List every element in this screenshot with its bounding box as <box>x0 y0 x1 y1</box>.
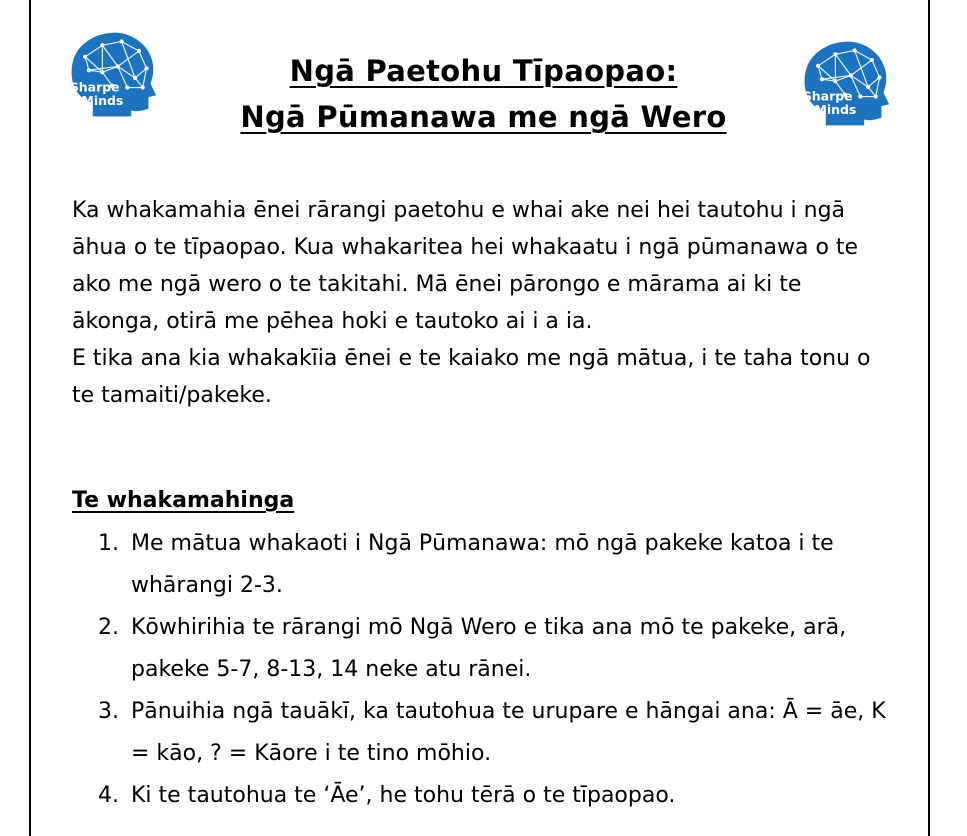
list-item <box>96 775 886 817</box>
step-number: 2. <box>98 615 119 640</box>
page-title-line1: Ngā Paetohu Tīpaopao: <box>289 54 678 88</box>
list-item <box>96 523 886 607</box>
page-title-line2: Ngā Pūmanawa me ngā Wero <box>240 100 727 134</box>
usage-heading: Te whakamahinga <box>72 488 295 513</box>
step-text: Ki te tautohua te ‘Āe’, he tohu tērā o te tīpaopao. <box>131 783 676 808</box>
logo-text-line1: Sharpe <box>802 88 853 104</box>
logo-text-line2: Minds <box>81 92 124 108</box>
step-text: Me mātua whakaoti i Ngā Pūmanawa: mō ngā pakeke katoa i te whārangi 2-3. <box>131 531 834 598</box>
intro-text <box>72 192 872 414</box>
list-item <box>96 607 886 691</box>
intro-paragraph-2: E tika ana kia whakakīia ēnei e te kaiako me ngā mātua, i te taha tonu o te tamaiti/pakeke. <box>72 346 871 408</box>
step-text: Pānuihia ngā tauākī, ka tautohua te urupare e hāngai ana: Ā = āe, K = kāo, ? = Kāore i te tino mōhio. <box>131 699 886 766</box>
logo-text-line2: Minds <box>814 101 857 117</box>
step-text: Kōwhirihia te rārangi mō Ngā Wero e tika ana mō te pakeke, arā, pakeke 5-7, 8-13, 14 neke atu rānei. <box>131 615 847 682</box>
list-item <box>96 691 886 775</box>
intro-paragraph-1: Ka whakamahia ēnei rārangi paetohu e whai ake nei hei tautohu i ngā āhua o te tīpaopao. Kua whakaritea hei whakaatu i ngā pūmanawa o te ako me ngā wero o te takitahi. Mā ēnei pārongo e mārama ai ki te ākonga, otirā me pēhea hoki e tautoko ai i a ia. <box>72 198 859 334</box>
step-number: 4. <box>98 783 119 808</box>
logo-text-line1: Sharpe <box>69 79 120 95</box>
usage-steps-list <box>96 523 886 817</box>
step-number: 1. <box>98 531 119 556</box>
step-number: 3. <box>98 699 119 724</box>
